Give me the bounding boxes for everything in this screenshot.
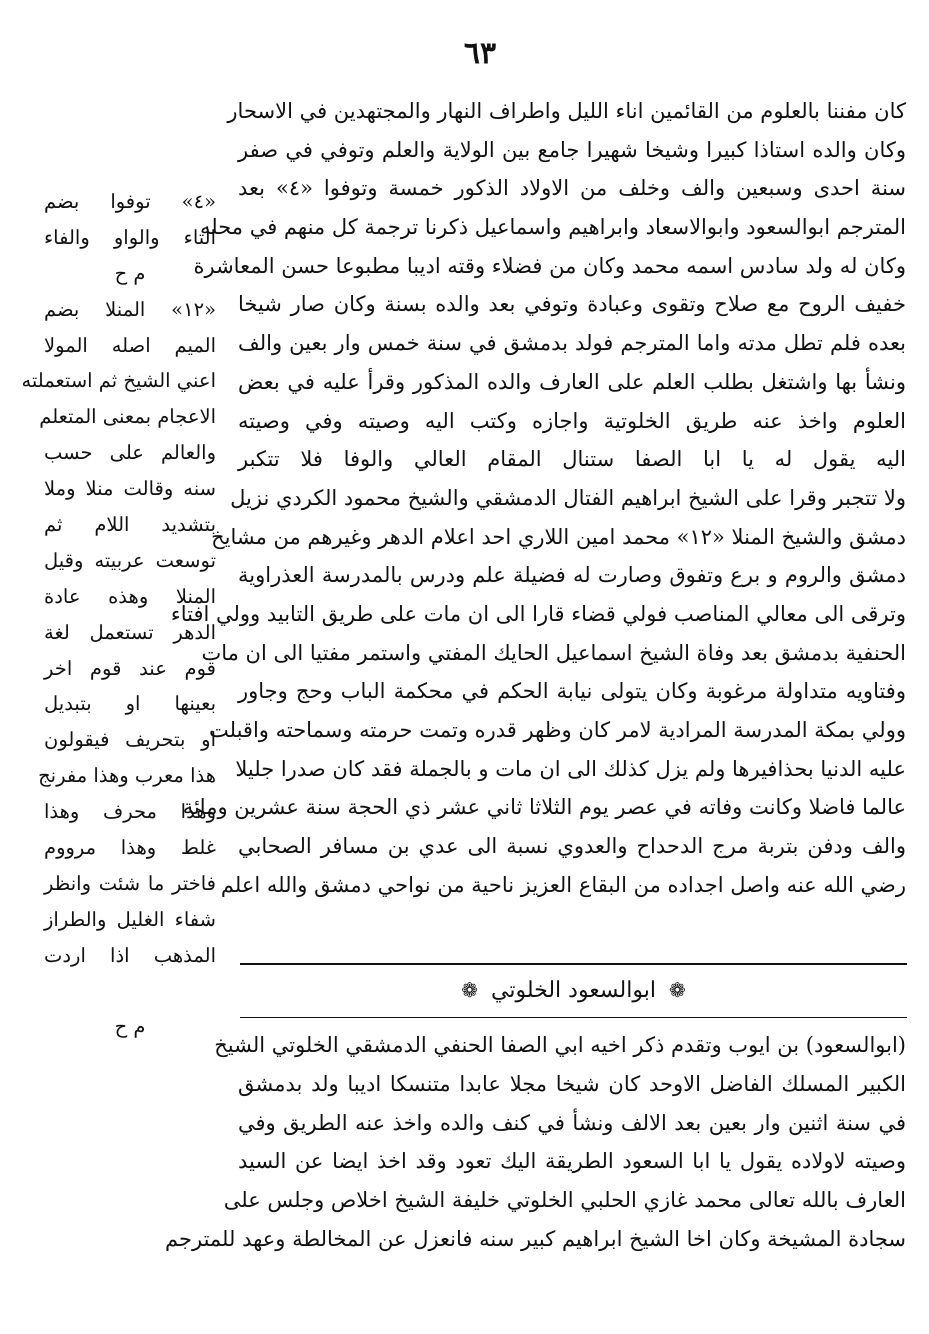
margin-note-line: المنلا وهذه عادة: [44, 584, 216, 608]
text-line: ونشأ بها واشتغل بطلب العلم على العارف والده المذكور وقرأ عليه في بعض: [238, 369, 906, 394]
margin-note-line: شفاء الغليل والطراز: [44, 907, 216, 931]
text-line: رضي الله عنه واصل اجداده من البقاع العزيز ناحية من نواحي دمشق والله اعلم: [220, 872, 906, 897]
text-line: وكان والده استاذا كبيرا وشيخا شهيرا جامع بين الولاية والعلم وتوفي في صفر: [238, 137, 906, 162]
entry-line: وصيته لاولاده يقول يا ابا السعود الطريقة اليك تعود وقد اخذ ايضا عن السيد: [238, 1149, 906, 1174]
text-line: دمشق والشيخ المنلا «١٢» محمد امين اللاري احد اعلام الدهر وغيرهم من مشايخ: [211, 524, 906, 549]
margin-note-line: غلط وهذا مرووم: [44, 836, 216, 860]
margin-note-line: بعينها او بتبديل: [44, 692, 216, 716]
section-title: ابوالسعود الخلوتي: [491, 978, 656, 1003]
margin-note-line: سنه وقالت منلا وملا: [44, 477, 216, 501]
text-line: العلوم واخذ عنه طريق الخلوتية واجازه وكتب اليه وصيته وفي وصيته: [238, 408, 906, 433]
margin-note-line: م ح: [114, 261, 146, 285]
margin-note-line: فاختر ما شئت وانظر: [44, 871, 216, 895]
section-top-rule: [240, 963, 907, 965]
text-line: اليه يقول له يا ابا الصفا ستنال المقام العالي والوفا فلا تتكبر: [238, 447, 906, 472]
entry-line: الكبير المسلك الفاضل الاوحد كان شيخا مجلا عابدا متنسكا اديبا ولد بدمشق: [238, 1071, 906, 1096]
section-heading: [240, 968, 907, 1012]
text-line: عالما فاضلا وكانت وفاته في عصر يوم الثلاثا ثاني عشر ذي الحجة سنة عشرين ومائة: [182, 795, 906, 820]
margin-note-line: [44, 974, 216, 1010]
margin-note-line: او بتحريف فيقولون: [44, 728, 216, 752]
margin-note-line: م ح: [114, 1015, 146, 1039]
margin-notes: [21, 184, 216, 1045]
section-bottom-rule: [240, 1017, 907, 1018]
margin-note-line: الميم اصله المولا: [44, 333, 216, 357]
margin-note-line: «١٢» المنلا بضم: [44, 297, 216, 321]
entry-line: العارف بالله تعالى محمد غازي الحلبي الخلوتي خليفة الشيخ اخلاص وجلس على: [223, 1188, 906, 1213]
margin-note-line: وهذا محرف وهذا: [44, 800, 216, 824]
main-text-block: [170, 92, 906, 904]
text-line: بعده فلم تطل مدته واما المترجم فولد بدمشق في سنة خمس وار بعين والف: [238, 331, 906, 356]
entry-line: (ابوالسعود) بن ايوب وتقدم ذكر اخيه ابي الصفا الحنفي الدمشقي الخلوتي الشيخ: [214, 1033, 906, 1057]
margin-note-line: والعالم على حسب: [44, 441, 216, 465]
margin-note-line: اعني الشيخ ثم استعملته: [21, 369, 216, 393]
page-number: ٦٣: [463, 36, 497, 71]
text-line: عليه الدنيا بحذافيرها ولم يزل كذلك الى ان مات و بالجملة فقد كان صدرا جليلا: [235, 756, 906, 781]
margin-note-line: بتشديد اللام ثم: [44, 513, 216, 537]
text-line: ولا تتجبر وقرا على الشيخ ابراهيم الفتال الدمشقي والشيخ محمود الكردي نزيل: [230, 485, 906, 510]
margin-note-line: «٤» توفوا بضم: [44, 190, 216, 213]
text-line: الحنفية بدمشق بعد وفاة الشيخ اسماعيل الحايك المفتي واستمر مفتيا الى ان مات: [201, 640, 906, 665]
text-line: خفيف الروح مع صلاح وتقوى وعبادة وتوفي بعد والده بسنة وكان صار شيخا: [238, 292, 906, 317]
entry-text-block: [165, 1026, 906, 1259]
text-line: دمشق والروم و برع وتفوق وصارت له فضيلة علم ودرس بالمدرسة العذراوية: [238, 563, 906, 588]
entry-line: سجادة المشيخة وكان اخا الشيخ ابراهيم كبير سنه فانعزل عن المخالطة وعهد للمترجم: [165, 1226, 906, 1251]
ornament-icon: ❁: [461, 978, 479, 1002]
text-line: وفتاويه متداولة مرغوبة وكان يتولى نيابة الحكم في محكمة الباب وحج وجاور: [238, 679, 906, 704]
text-line: كان مفننا بالعلوم من القائمين اناء الليل واطراف النهار والمجتهدين في الاسحار: [227, 99, 906, 123]
text-line: وترقى الى معالي المناصب فولي قضاء قارا الى ان مات على طريق التابيد وولي افتاء: [170, 601, 906, 626]
text-line: والف ودفن بتربة مرج الدحداح والعدوي نسبة الى عدي بن مسافر الصحابي: [238, 834, 906, 859]
text-line: وكان له ولد سادس اسمه محمد وكان من فضلاء وقته اديبا مطبوعا حسن المعاشرة: [193, 253, 906, 278]
margin-note-line: قوم عند قوم اخر: [44, 656, 216, 680]
margin-note-line: توسعت عربيته وقيل: [44, 548, 216, 572]
text-line: وولي بمكة المدرسة المرادية لامر كان وظهر قدره وتمت حرمته وسماحته واقبلت: [209, 718, 906, 742]
text-line: سنة احدى وسبعين والف وخلف من الاولاد الذكور خمسة وتوفوا «٤» بعد: [238, 176, 906, 201]
margin-note-line: هذا معرب وهذا مفرنج: [38, 764, 216, 788]
margin-note-line: المذهب اذا اردت: [44, 943, 216, 967]
text-line: المترجم ابوالسعود وابوالاسعاد وابراهيم واسماعيل ذكرنا ترجمة كل منهم في محله: [200, 215, 906, 240]
ornament-icon: ❁: [668, 978, 686, 1002]
margin-note-line: التاء والواو والفاء: [44, 225, 216, 249]
entry-line: في سنة اثنين وار بعين بعد الالف ونشأ في كنف والده واخذ عنه الطريق وفي: [238, 1110, 906, 1135]
margin-note-line: الدهر تستعمل لغة: [44, 620, 216, 644]
margin-note-line: الاعجام بمعنى المتعلم: [39, 405, 216, 429]
